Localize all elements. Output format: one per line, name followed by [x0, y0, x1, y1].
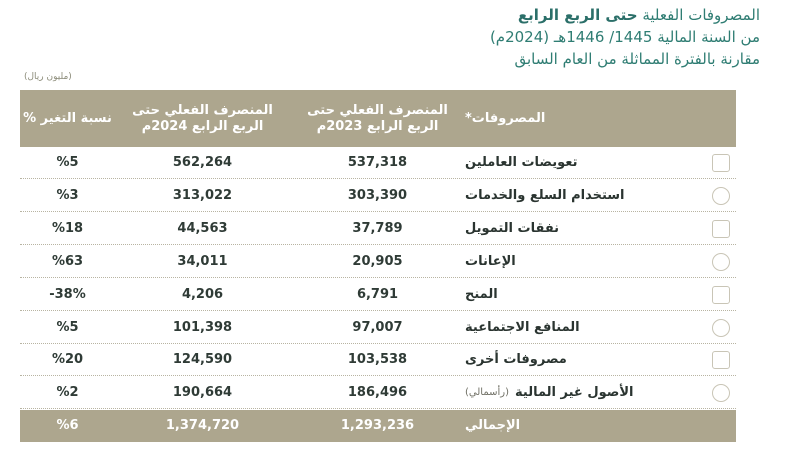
expenditure-table: [20, 90, 736, 440]
cell-2024: 101,398: [172, 319, 233, 335]
title: [340, 4, 760, 26]
cell-2024: 190,664: [172, 385, 233, 401]
cell-change: %18: [51, 220, 84, 236]
cell-2024: 34,011: [177, 253, 228, 269]
table-row: [20, 246, 736, 278]
table-row: [20, 312, 736, 344]
table-row: [20, 279, 736, 311]
document-icon: [712, 220, 730, 238]
total-row: [20, 410, 736, 442]
table-row: [20, 147, 736, 179]
cell-label: [465, 213, 736, 244]
cell-2023: 6,791: [356, 286, 399, 302]
cell-change: %63: [51, 253, 84, 269]
cell-2024: 313,022: [172, 187, 233, 203]
header-change: نسبة التغير %: [23, 110, 112, 126]
table-row: [20, 180, 736, 212]
cell-2024: 4,206: [181, 286, 224, 302]
subtitle: من السنة المالية 1445/ 1446هـ (2024م): [489, 28, 760, 46]
cell-label: [465, 344, 736, 375]
cell-label: [465, 147, 736, 178]
row-label: المنح: [465, 286, 498, 302]
table-row: [20, 377, 736, 409]
total-change: %6: [56, 418, 79, 433]
cell-2023: 97,007: [352, 319, 403, 335]
cell-label: [465, 180, 736, 211]
table-header: [20, 90, 736, 147]
table-row: [20, 213, 736, 245]
cell-2023: 103,538: [347, 352, 408, 368]
cell-change: %3: [56, 187, 79, 203]
title-regular: المصروفات الفعلية: [642, 6, 760, 24]
row-label: الإعانات: [465, 253, 516, 269]
comparison-note: مقارنة بالفترة المماثلة من العام السابق: [514, 50, 760, 68]
cell-2024: 124,590: [172, 352, 233, 368]
row-label: الأصول غير المالية: [515, 385, 634, 401]
row-label: المنافع الاجتماعية: [465, 319, 580, 335]
money-bag-icon: [712, 187, 730, 205]
row-note: (رأسمالي): [465, 387, 509, 399]
cell-2024: 44,563: [177, 220, 228, 236]
cell-change: %20: [51, 352, 84, 368]
row-label: مصروفات أخرى: [465, 352, 567, 368]
cell-2023: 186,496: [347, 385, 408, 401]
header-label: المصروفات*: [465, 110, 546, 126]
unit-label: (مليون ريال): [24, 72, 72, 82]
cell-change: %5: [56, 155, 79, 170]
cell-label: [465, 246, 736, 277]
envelope-icon: [712, 286, 730, 304]
header-2024: المنصرف الفعلي حتى الربع الرابع 2024م: [132, 102, 273, 134]
people-icon: [712, 154, 730, 172]
table-row: [20, 344, 736, 376]
cell-2023: 537,318: [347, 155, 408, 170]
cell-2023: 37,789: [352, 220, 403, 236]
cell-change: %5: [56, 319, 79, 335]
row-label: تعويضات العاملين: [465, 155, 578, 170]
total-2023: 1,293,236: [340, 418, 415, 433]
header-2023: المنصرف الفعلي حتى الربع الرابع 2023م: [307, 102, 448, 134]
page-header: [340, 4, 760, 70]
cell-label: [465, 312, 736, 343]
cell-label: [465, 279, 736, 310]
cell-change: -38%: [49, 286, 86, 302]
cell-2023: 20,905: [352, 253, 403, 269]
row-label: نفقات التمويل: [465, 220, 560, 236]
title-bold: حتى الربع الرابع: [517, 6, 638, 24]
cell-label: [465, 377, 736, 408]
hand-coin-icon: [712, 253, 730, 271]
community-icon: [712, 319, 730, 337]
total-label: الإجمالي: [465, 418, 521, 433]
cell-2023: 303,390: [347, 187, 408, 203]
money-sack-icon: [712, 351, 730, 369]
total-2024: 1,374,720: [165, 418, 240, 433]
cell-2024: 562,264: [172, 155, 233, 170]
cell-change: %2: [56, 385, 79, 401]
row-label: استخدام السلع والخدمات: [465, 187, 625, 203]
